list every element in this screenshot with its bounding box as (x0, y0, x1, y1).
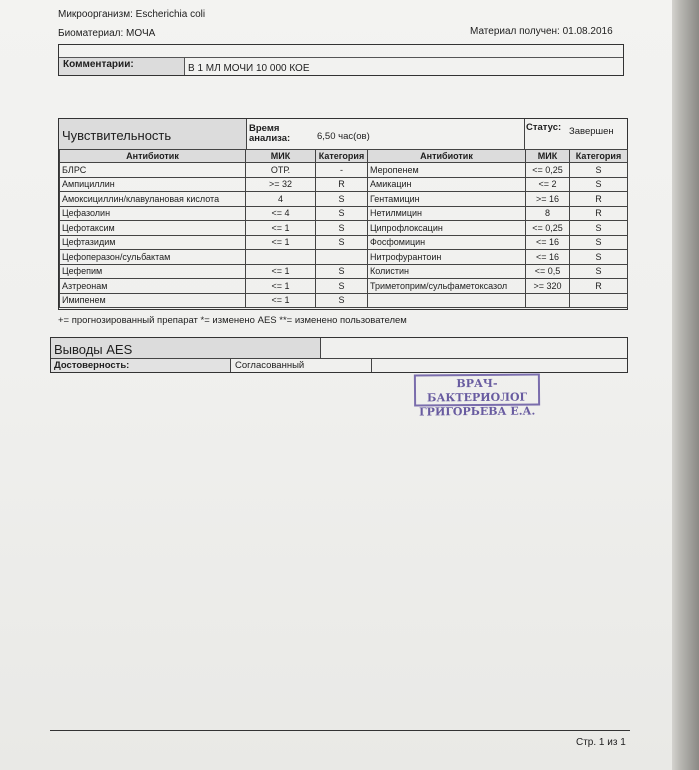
col-antibiotic-left: Антибиотик (60, 150, 246, 163)
reliability-divider (371, 359, 372, 372)
mic-cell: <= 16 (526, 250, 570, 265)
antibiotic-name-cell: Цефепим (60, 264, 246, 279)
antibiotic-name-cell: Колистин (368, 264, 526, 279)
status-value: Завершен (569, 126, 614, 137)
category-cell: S (570, 163, 628, 178)
table-row (60, 264, 628, 279)
analysis-time-label (249, 124, 290, 144)
mic-cell (246, 250, 316, 265)
antibiotic-name-cell: Азтреонам (60, 279, 246, 294)
category-cell: S (316, 206, 368, 221)
biomaterial-line: Биоматериал: МОЧА (58, 28, 156, 39)
sensitivity-title: Чувствительность (59, 119, 247, 149)
comments-label: Комментарии: (59, 57, 185, 75)
footer-rule (50, 730, 630, 731)
category-cell: R (570, 192, 628, 207)
category-cell: S (316, 293, 368, 308)
col-antibiotic-right: Антибиотик (368, 150, 526, 163)
category-cell: R (570, 206, 628, 221)
category-cell (316, 250, 368, 265)
mic-cell: <= 1 (246, 279, 316, 294)
mic-cell: <= 0,5 (526, 264, 570, 279)
mic-cell: >= 32 (246, 177, 316, 192)
antibiotic-name-cell: Триметоприм/сульфаметоксазол (368, 279, 526, 294)
analysis-time-value: 6,50 час(ов) (317, 131, 370, 142)
table-row (60, 250, 628, 265)
mic-cell: <= 0,25 (526, 163, 570, 178)
stamp-line-2: ГРИГОРЬЕВА Е.А. (418, 404, 536, 419)
category-cell: - (316, 163, 368, 178)
antibiotic-name-cell: Цефазолин (60, 206, 246, 221)
mic-cell: <= 4 (246, 206, 316, 221)
category-cell: S (316, 235, 368, 250)
analysis-time-label-1: Время (249, 123, 280, 134)
footnote: += прогнозированный препарат *= изменено AES **= изменено пользователем (58, 315, 407, 326)
mic-cell: <= 0,25 (526, 221, 570, 236)
page-number: Стр. 1 из 1 (576, 737, 626, 748)
category-cell: S (570, 235, 628, 250)
category-cell: R (316, 177, 368, 192)
comments-value: В 1 МЛ МОЧИ 10 000 КОЕ (185, 57, 623, 75)
comments-box (58, 44, 624, 76)
mic-cell: 8 (526, 206, 570, 221)
table-row (60, 163, 628, 178)
paper-edge-background (672, 0, 699, 770)
reliability-label: Достоверность: (51, 359, 231, 372)
antibiotic-name-cell: Цефтазидим (60, 235, 246, 250)
category-cell: S (570, 264, 628, 279)
category-cell: S (570, 221, 628, 236)
col-mic-left: МИК (246, 150, 316, 163)
status-divider (524, 119, 525, 149)
mic-cell: <= 1 (246, 235, 316, 250)
mic-cell: <= 16 (526, 235, 570, 250)
antibiotic-name-cell: Гентамицин (368, 192, 526, 207)
antibiotic-name-cell (368, 293, 526, 308)
mic-cell: ОТР. (246, 163, 316, 178)
antibiotic-name-cell: Нетилмицин (368, 206, 526, 221)
antibiotic-name-cell: Ампициллин (60, 177, 246, 192)
table-row (60, 235, 628, 250)
antibiotic-name-cell: Фосфомицин (368, 235, 526, 250)
grid-header-row (60, 150, 628, 163)
table-row (60, 221, 628, 236)
mic-cell: 4 (246, 192, 316, 207)
category-cell: S (316, 192, 368, 207)
mic-cell: >= 16 (526, 192, 570, 207)
antibiotic-name-cell: Цефотаксим (60, 221, 246, 236)
mic-cell: <= 1 (246, 221, 316, 236)
category-cell: S (570, 250, 628, 265)
sensitivity-header (59, 119, 627, 149)
antibiotic-name-cell: Меропенем (368, 163, 526, 178)
col-mic-right: МИК (526, 150, 570, 163)
aes-title: Выводы AES (51, 338, 321, 358)
doctor-stamp (414, 373, 540, 419)
mic-cell (526, 293, 570, 308)
category-cell: R (570, 279, 628, 294)
table-row (60, 177, 628, 192)
antibiotic-name-cell: Амикацин (368, 177, 526, 192)
stamp-line-1: ВРАЧ-БАКТЕРИОЛОГ (426, 376, 528, 405)
mic-cell: >= 320 (526, 279, 570, 294)
antibiotic-grid (59, 149, 628, 308)
sensitivity-table (58, 118, 628, 310)
category-cell: S (316, 279, 368, 294)
grid-body (60, 163, 628, 308)
microorganism-line: Микроорганизм: Escherichia coli (58, 9, 206, 20)
col-category-right: Категория (570, 150, 628, 163)
table-row (60, 279, 628, 294)
status-label: Статус: (526, 122, 562, 133)
antibiotic-name-cell: Нитрофурантоин (368, 250, 526, 265)
category-cell: S (570, 177, 628, 192)
antibiotic-name-cell: Цефоперазон/сульбактам (60, 250, 246, 265)
received-date: Материал получен: 01.08.2016 (470, 26, 613, 37)
aes-box (50, 337, 628, 373)
table-row (60, 192, 628, 207)
mic-cell: <= 1 (246, 293, 316, 308)
mic-cell: <= 1 (246, 264, 316, 279)
mic-cell: <= 2 (526, 177, 570, 192)
reliability-value: Согласованный (235, 360, 305, 371)
category-cell (570, 293, 628, 308)
category-cell: S (316, 221, 368, 236)
antibiotic-name-cell: Имипенем (60, 293, 246, 308)
antibiotic-name-cell: Амоксициллин/клавулановая кислота (60, 192, 246, 207)
table-row (60, 206, 628, 221)
col-category-left: Категория (316, 150, 368, 163)
antibiotic-name-cell: Ципрофлоксацин (368, 221, 526, 236)
analysis-time-label-2: анализа: (249, 133, 291, 144)
table-row (60, 293, 628, 308)
category-cell: S (316, 264, 368, 279)
antibiotic-name-cell: БЛРС (60, 163, 246, 178)
